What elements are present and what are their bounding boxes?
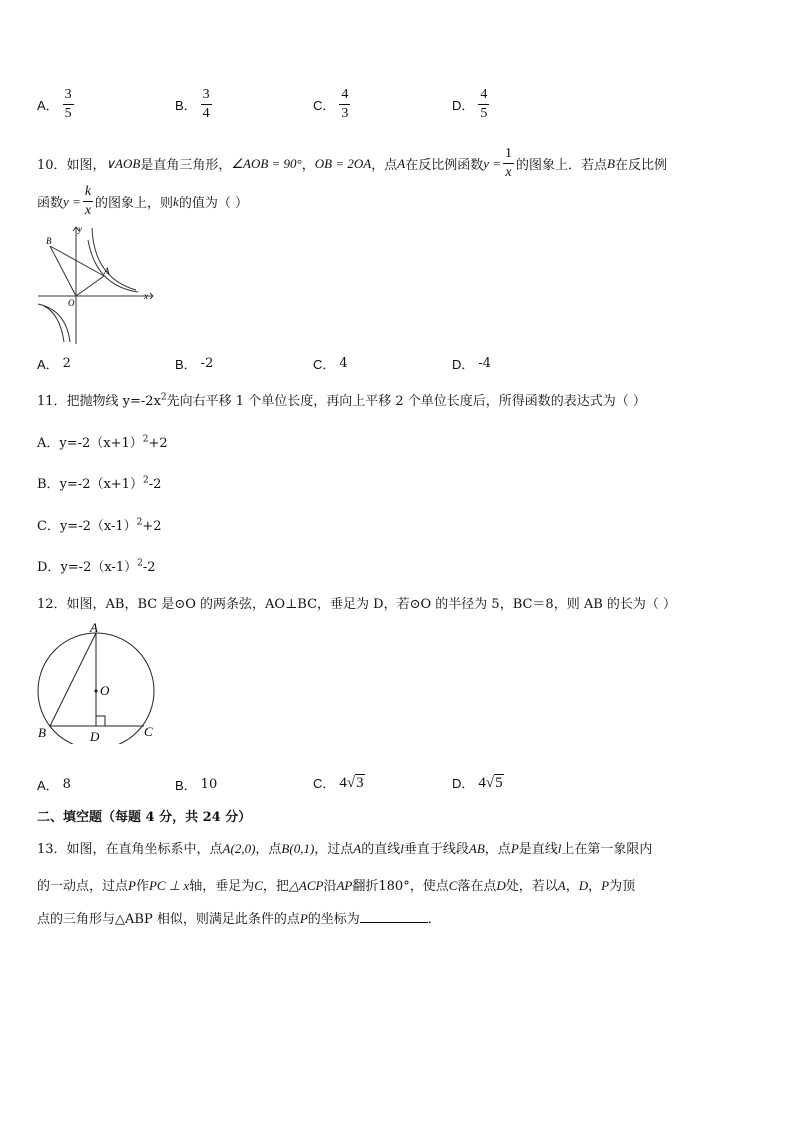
fraction: $\frac{k}{x}$: [84, 184, 92, 218]
q10-stem-line2: 函数 y = $\frac{k}{x}$ 的图象上，则 k 的值为（ ）: [37, 184, 248, 218]
label-a: A: [90, 620, 98, 635]
q12-stem: 12．如图，AB，BC 是⊙O 的两条弦，AO⊥BC，垂足为 D，若⊙O 的半径为 5，BC＝8，则 AB 的长为（ ）: [37, 597, 677, 612]
option-label: D．: [452, 98, 475, 113]
hyperbola-1: [88, 240, 138, 292]
label-y: y: [78, 224, 82, 234]
q12-option-d[interactable]: D． 4√5: [452, 774, 503, 791]
segment-oa: [76, 276, 104, 296]
q10-option-b[interactable]: B． -2: [175, 356, 214, 372]
label-o: O: [100, 683, 110, 698]
q10-stem-line1: 10．如图， ∨AOB 是直角三角形， ∠AOB = 90° ， OB = 2OA ，点 A 在反比例函数 y = $\frac{1}{x}$ 的图象上．若点 B 在反比例: [37, 146, 667, 180]
q12-option-b[interactable]: B． 10: [175, 777, 218, 793]
q10-option-d[interactable]: D． -4: [452, 356, 492, 372]
label-b: B: [38, 725, 46, 740]
label-b: B: [46, 236, 52, 246]
q11-stem: 11．把抛物线 $y=-2x^2$先向右平移 1 个单位长度，再向上平移 2 个单位长度后，所得函数的表达式为（ ）: [37, 392, 646, 409]
option-label: C．: [313, 98, 336, 113]
q12-option-a[interactable]: A． 8: [37, 777, 71, 793]
right-angle-mark: [96, 716, 105, 726]
q9-option-c[interactable]: [313, 88, 350, 121]
hyperbola-k: [92, 228, 136, 290]
label-c: C: [144, 724, 153, 739]
q9-option-a[interactable]: [37, 88, 74, 121]
answer-blank[interactable]: [360, 910, 428, 923]
q12-figure: [34, 620, 164, 744]
option-label: B．: [175, 98, 197, 113]
chord-ab: [50, 633, 96, 726]
hyperbola-lower: [38, 304, 70, 342]
fraction: $\frac{3}{5}$: [64, 87, 72, 121]
q13-stem-line3: 点的三角形与△ABP 相似，则满足此条件的点P的坐标为 ．: [37, 911, 441, 927]
label-a: A: [104, 266, 110, 276]
fraction: $\frac{3}{4}$: [202, 87, 210, 121]
q11-option-d[interactable]: D．$y=-2(x-1)^2-2$: [37, 558, 156, 575]
label-x: x: [144, 291, 148, 301]
label-o: O: [68, 298, 75, 308]
q11-option-c[interactable]: C．$y=-2(x-1)^2+2$: [37, 517, 162, 534]
q10-option-a[interactable]: A． 2: [37, 356, 71, 372]
fraction: $\frac{4}{5}$: [480, 87, 488, 121]
q11-option-b[interactable]: B．$y=-2(x+1)^2-2$: [37, 475, 162, 492]
q11-option-a[interactable]: A．$y=-2(x+1)^2+2$: [37, 434, 168, 451]
q13-stem-line2: 的一动点，过点P作PC ⊥ x轴，垂足为C，把△ACP沿AP翻折180°，使点C落在点D处，若以A，D，P为顶: [37, 878, 636, 894]
q12-option-c[interactable]: C． 4√3: [313, 774, 364, 791]
q13-stem-line1: 13．如图，在直角坐标系中，点A(2,0)，点B(0,1)，过点A的直线l垂直于线段AB，点P是直线l上在第一象限内: [37, 841, 653, 857]
q10-option-c[interactable]: C． 4: [313, 356, 348, 372]
q10-figure: [36, 222, 156, 346]
q9-option-b[interactable]: [175, 88, 212, 121]
fraction: $\frac{1}{x}$: [505, 146, 512, 180]
option-label: A．: [37, 98, 59, 113]
section-heading: 二、填空题（每题 4 分，共 24 分）: [37, 810, 252, 825]
fraction: $\frac{4}{3}$: [341, 87, 349, 121]
q9-option-d[interactable]: [452, 88, 489, 121]
label-d: D: [90, 729, 100, 744]
